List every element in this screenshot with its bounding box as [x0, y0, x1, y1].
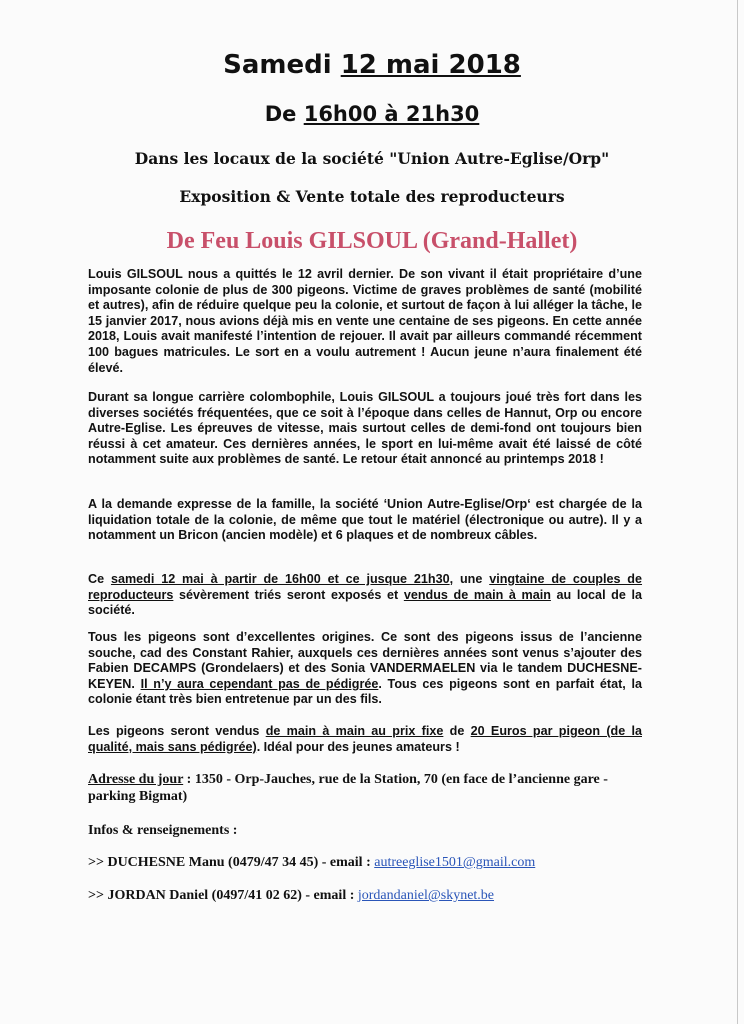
text-fragment: au local de la société. [88, 587, 643, 618]
paragraph-career: Durant sa longue carrière colombophile, Louis GILSOUL a toujours joué très fort dans les diverses sociétés fréquentées, que ce soit à l’époque dans celles de Hannut, Orp ou encore Autre-Eglise. Les épreuves de vitesse, mais surtout celles de demi-fond ont toujours bien réussi à cet amateur. Ces dernières années, le sport en lui-même avait été laissé de côté notamment suite aux problèmes de santé. Le retour était annoncé au printemps 2018 ! [88, 390, 642, 467]
time-value: 16h00 à 21h30 [303, 102, 480, 126]
event-time-title [0, 102, 744, 126]
fixed-price-underlined: de main à main au prix fixe [265, 724, 444, 738]
event-date-title [0, 50, 744, 80]
text-fragment: Tous les pigeons sont d’excellentes origines. Ce sont des pigeons issus de l’ancienne souche, cad des Constant Rahier, auxquels ces dernières années sont venus s’ajouter des Fabien DECAMPS (Grondelaers) et des Sonia VANDERMAELEN via le tandem DUCHESNE-KEYEN. [88, 630, 642, 691]
paragraph-origins [88, 630, 642, 708]
time-prefix: De [264, 102, 304, 126]
text-fragment: sévèrement triés seront exposés et [173, 587, 404, 602]
text-fragment: Ce [88, 572, 111, 586]
sale-datetime-underlined: samedi 12 mai à partir de 16h00 et ce jusque 21h30 [110, 572, 450, 586]
address-text: : 1350 - Orp-Jauches, rue de la Station, 70 (en face de l’ancienne gare - parking Bigmat) [88, 772, 608, 804]
text-fragment: , une [449, 572, 490, 586]
price-per-pigeon-underlined: 20 Euros par pigeon (de la qualité, mais sans pédigrée) [88, 724, 642, 754]
paragraph-price [88, 724, 642, 755]
contact-duchesne [88, 854, 648, 871]
email-link-jordan[interactable]: jordandaniel@skynet.be [357, 888, 495, 903]
hand-to-hand-underlined: vendus de main à main [403, 587, 551, 602]
text-fragment: Les pigeons seront vendus [88, 724, 266, 738]
text-fragment: . Idéal pour des jeunes amateurs ! [256, 739, 460, 754]
contact-jordan [88, 887, 648, 904]
honoree-heading: De Feu Louis GILSOUL (Grand-Hallet) [166, 228, 578, 254]
couples-underlined: vingtaine de couples de reproducteurs [88, 572, 643, 602]
address-label: Adresse du jour [88, 772, 184, 787]
text-fragment: de [443, 724, 471, 738]
paragraph-liquidation: A la demande expresse de la famille, la société ‘Union Autre-Eglise/Orp‘ est chargée de la liquidation totale de la colonie, de même que tout le matériel (électronique ou autre). Il y a notamment un Bricon (ancien modèle) et 6 plaques et de nombreux câbles. [88, 497, 642, 543]
no-pedigree-underlined: Il n’y aura cependant pas de pédigrée [140, 676, 379, 691]
date-prefix: Samedi [223, 50, 341, 80]
paragraph-intro: Louis GILSOUL nous a quittés le 12 avril dernier. De son vivant il était propriétaire d’une imposante colonie de plus de 300 pigeons. Victime de graves problèmes de santé (mobilité et autres), afin de réduire quelque peu la colonie, et surtout de façon à lui alléger la tâche, le 15 janvier 2017, nous avions déjà mis en vente une centaine de ses pigeons. En cette année 2018, Louis avait manifesté l’intention de rejouer. Il avait par ailleurs commandé récemment 100 bagues matricules. Le sort en a voulu autrement ! Aucun jeune n’aura finalement été élevé. [88, 267, 642, 375]
contact-text: >> DUCHESNE Manu (0479/47 34 45) - email : [88, 855, 375, 870]
date-value: 12 mai 2018 [340, 50, 521, 80]
text-fragment: . Tous ces pigeons sont en parfait état, la colonie étant très bien entretenue par un des fils. [88, 676, 642, 707]
venue-line: Dans les locaux de la société "Union Autre-Eglise/Orp" [134, 149, 610, 168]
email-link-duchesne[interactable]: autreeglise1501@gmail.com [374, 855, 536, 870]
paragraph-sale-details [88, 572, 642, 619]
event-line: Exposition & Vente totale des reproducteurs [179, 187, 565, 206]
address-line [88, 771, 648, 805]
contact-text: >> JORDAN Daniel (0497/41 02 62) - email : [88, 888, 358, 903]
infos-heading: Infos & renseignements : [88, 823, 238, 838]
